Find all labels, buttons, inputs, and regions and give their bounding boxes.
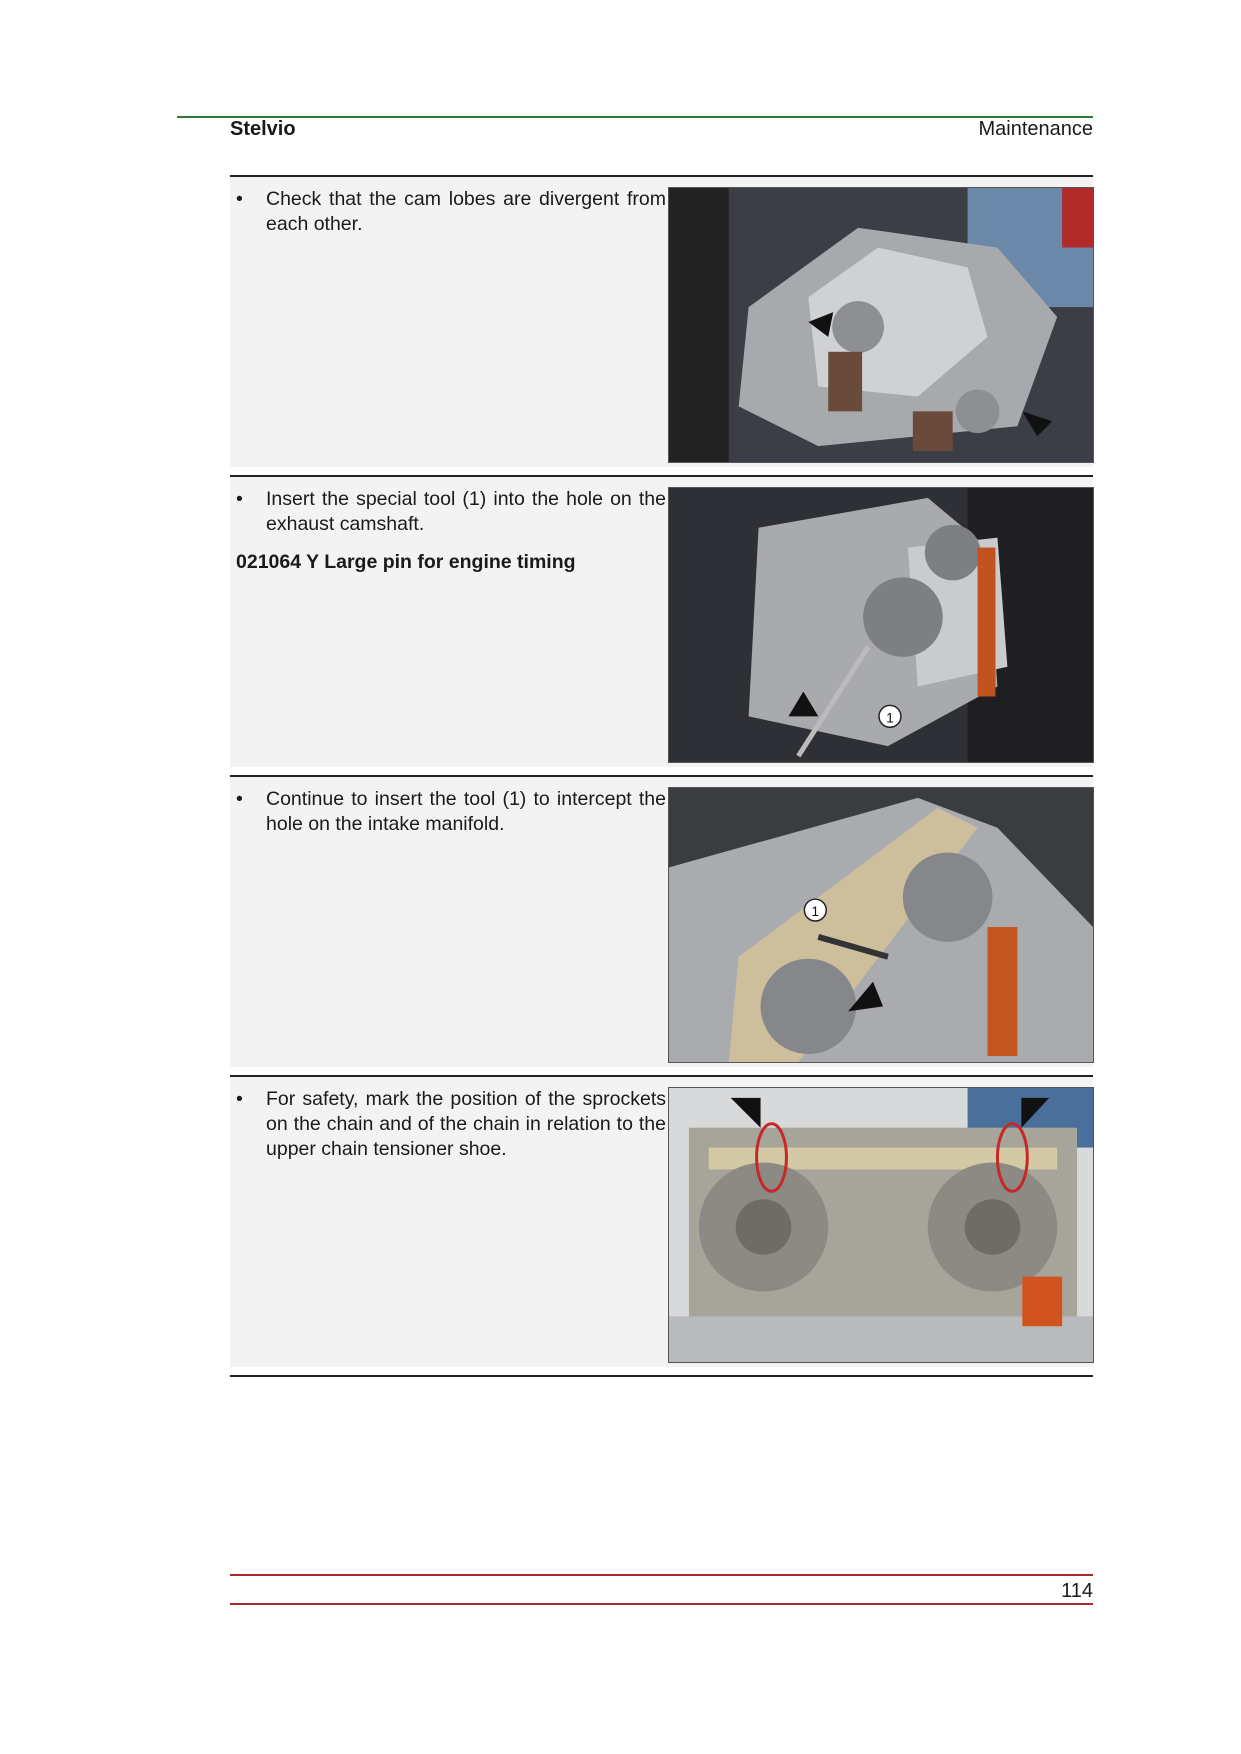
callout-1: 1 <box>886 709 894 726</box>
step-3-text <box>236 787 666 837</box>
step-1 <box>230 177 1093 467</box>
step-3 <box>230 777 1093 1067</box>
exhaust-camshaft-pin-photo <box>668 487 1094 763</box>
intake-manifold-pin-photo <box>668 787 1094 1063</box>
header-title: Stelvio <box>230 118 296 140</box>
callout-1: 1 <box>811 903 820 920</box>
bullet: • <box>236 188 243 210</box>
step-4 <box>230 1077 1093 1367</box>
cam-lobes-photo <box>668 187 1094 463</box>
footer-rule-bottom <box>230 1603 1093 1605</box>
sprocket-marks-photo <box>668 1087 1094 1363</box>
bullet: • <box>236 488 243 510</box>
step-2 <box>230 477 1093 767</box>
page-number: 114 <box>1061 1580 1093 1602</box>
step-2-instruction: Insert the special tool (1) into the hole on the exhaust camshaft. <box>266 488 666 535</box>
footer-rule-top <box>230 1574 1093 1576</box>
header-section: Maintenance <box>978 118 1093 140</box>
header-rule <box>177 116 1093 118</box>
bullet: • <box>236 1088 243 1110</box>
step-3-instruction: Continue to insert the tool (1) to intercept the hole on the intake manifold. <box>266 788 666 835</box>
tool-code: 021064 Y Large pin for engine timing <box>236 551 576 573</box>
step-1-instruction: Check that the cam lobes are divergent from each other. <box>266 188 666 235</box>
step-2-text <box>236 487 666 575</box>
step-divider <box>230 1375 1093 1377</box>
step-1-text <box>236 187 666 237</box>
step-4-instruction: For safety, mark the position of the sprockets on the chain and of the chain in relation to the upper chain tensioner shoe. <box>266 1088 666 1160</box>
bullet: • <box>236 788 243 810</box>
step-4-text <box>236 1087 666 1162</box>
